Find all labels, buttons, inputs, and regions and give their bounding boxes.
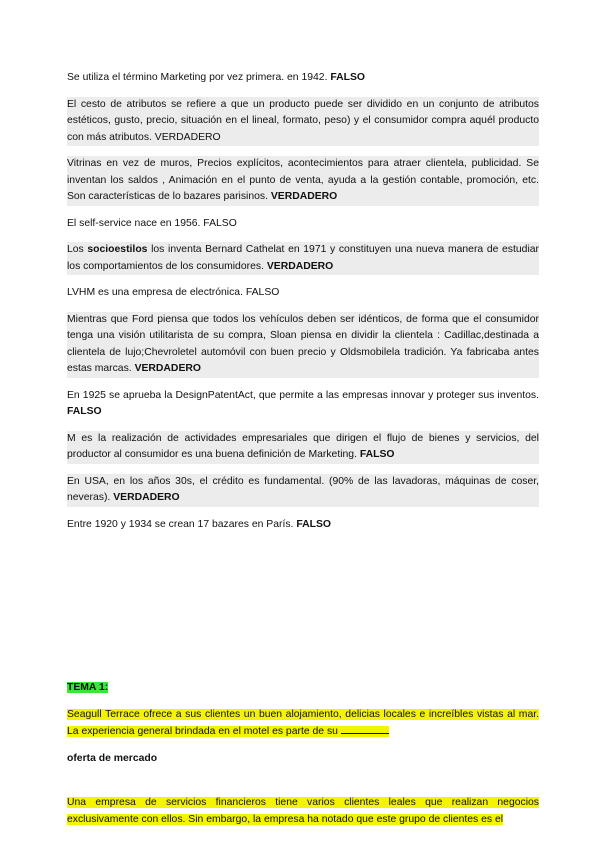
paragraph-3	[67, 156, 539, 206]
paragraph-text: Vitrinas en vez de muros, Precios explícitos, acontecimientos para atraer clientela, publicidad. Se inventan los saldos , Animación en el punto de venta, ayuda a la gestión contable, promoción, etc. Son características de lo bazares parisinos.	[67, 158, 539, 202]
paragraph-2	[67, 97, 539, 147]
page-spacer	[67, 543, 539, 680]
paragraph-text: El self-service nace en 1956. FALSO	[67, 217, 237, 229]
tema-answer-1	[67, 751, 539, 768]
tema-question-1	[67, 707, 539, 741]
answer-label: FALSO	[359, 449, 395, 460]
tema-heading-text: TEMA 1:	[67, 682, 109, 693]
paragraph-text: Mientras que Ford piensa que todos los vehículos deben ser idénticos, de forma que el consumidor tenga una visión utilitarista de su compra, Sloan piensa en dividir la clientela : Cadillac,destinada a clientela de lujo;Chevroletel automóvil con buen precio y Oldsmobilela tradición. Ya fabricaba antes estas marcas.	[67, 313, 539, 374]
paragraph-text: M es la realización de actividades empresariales que dirigen el flujo de bienes y servicios, del productor al consumidor es una buena definición de Marketing.	[67, 432, 539, 460]
bold-term: socioestilos	[87, 244, 148, 255]
paragraph-8	[67, 388, 539, 421]
question-text: Una empresa de servicios financieros tiene varios clientes leales que realizan negocios exclusivamente con ellos. Sin embargo, la empresa ha notado que este grupo de clientes es el	[67, 797, 539, 825]
answer-blank	[341, 723, 389, 734]
paragraph-text: En USA, en los años 30s, el crédito es fundamental. (90% de las lavadoras, máquinas de coser, neveras).	[67, 475, 539, 503]
paragraph-10	[67, 474, 539, 507]
document-page	[67, 70, 539, 838]
paragraph-text: Entre 1920 y 1934 se crean 17 bazares en París.	[67, 518, 297, 530]
paragraph-text: El cesto de atributos se refiere a que un producto puede ser dividido en un conjunto de atributos estéticos, gusto, precio, situación en el lineal, formato, peso) y el consumidor compra aquél producto con más atributos. VERDADERO	[67, 98, 539, 143]
paragraph-5	[67, 242, 539, 275]
answer-label: VERDADERO	[113, 492, 180, 503]
paragraph-text: En 1925 se aprueba la DesignPatentAct, que permite a las empresas innovar y proteger sus inventos.	[67, 389, 539, 401]
tema-heading	[67, 680, 539, 697]
paragraph-9	[67, 431, 539, 464]
paragraph-text: Los	[67, 244, 88, 255]
answer-label: FALSO	[67, 406, 102, 417]
question-text: Seagull Terrace ofrece a sus clientes un buen alojamiento, delicias locales e increíbles vistas al mar. La experiencia general brindada en el motel es parte de su	[67, 708, 539, 737]
answer-label: VERDADERO	[270, 191, 338, 202]
paragraph-text: LVHM es una empresa de electrónica. FALSO	[67, 287, 280, 298]
highlighted-question	[67, 709, 539, 738]
page-spacer	[67, 777, 539, 795]
paragraph-text: Se utiliza el término Marketing por vez primera. en 1942.	[67, 72, 331, 83]
paragraph-1	[67, 70, 539, 87]
paragraph-6	[67, 285, 539, 302]
paragraph-text: los inventa Bernard Cathelat en 1971 y constituyen una nueva manera de estudiar los comportamientos de los consumidores.	[67, 244, 539, 272]
tema-question-2	[67, 795, 539, 828]
paragraph-7	[67, 312, 539, 378]
paragraph-4	[67, 216, 539, 233]
answer-label: FALSO	[296, 518, 331, 530]
paragraph-11	[67, 517, 539, 534]
answer-label: VERDADERO	[134, 363, 201, 374]
answer-label: FALSO	[330, 72, 365, 83]
answer-label: VERDADERO	[266, 260, 334, 272]
answer-text: oferta de mercado	[67, 752, 158, 764]
